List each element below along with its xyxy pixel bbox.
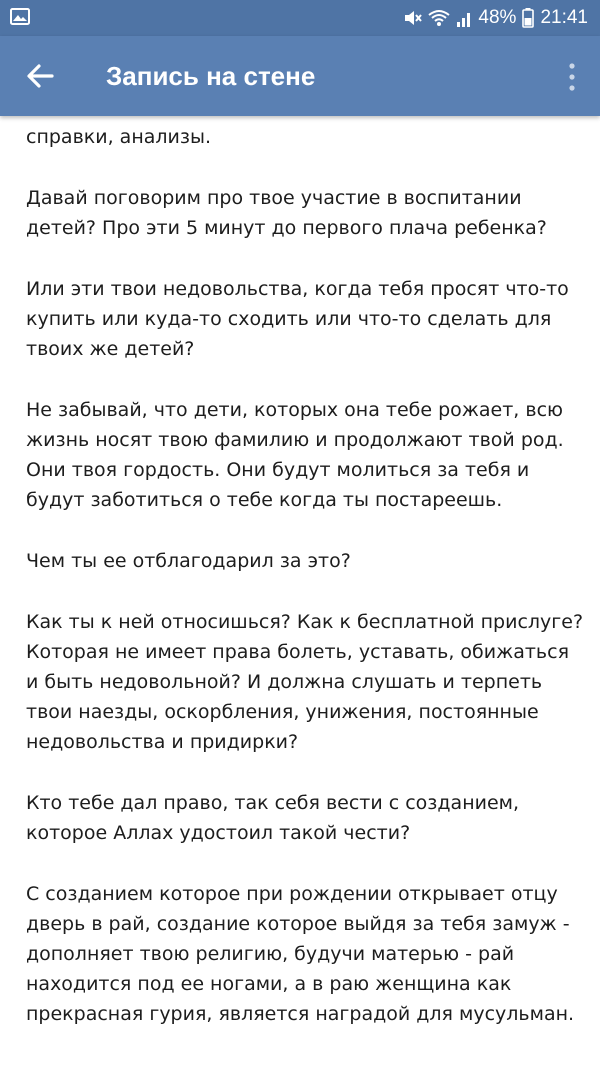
post-paragraph: справки, анализы. (26, 126, 212, 148)
signal-icon (456, 8, 472, 28)
post-paragraph: Чем ты ее отблагодарил за это? (26, 550, 351, 572)
post-paragraph: С созданием которое при рождении открывает отцу дверь в рай, создание которое выйдя за тебя замуж - дополняет твою религию, будучи матерью - рай находится под ее ногами, а в раю женщина как прекрасная гурия, является наградой для мусульман. (26, 883, 575, 1025)
gallery-icon (10, 8, 30, 25)
clock: 21:41 (540, 7, 588, 28)
post-paragraph: Или эти твои недовольства, когда тебя просят что-то купить или куда-то сходить или что-то сделать для твоих же детей? (26, 278, 569, 360)
app-bar (0, 36, 600, 116)
page-title: Запись на стене (106, 61, 316, 91)
battery-percent: 48% (478, 7, 517, 28)
post-paragraph: Не забывай, что дети, которых она тебе рожает, всю жизнь носят твою фамилию и продолжают твой род. Они твоя гордость. Они будут молиться за тебя и будут заботиться о тебе когда ты постареешь. (26, 399, 564, 511)
mute-icon (402, 8, 422, 28)
post-body (26, 116, 586, 1060)
more-vertical-icon[interactable] (566, 62, 578, 92)
battery-icon (522, 8, 534, 28)
post-paragraph: Кто тебе дал право, так себя вести с созданием, которое Аллах удостоил такой чести? (26, 792, 520, 844)
wifi-icon (428, 8, 450, 28)
status-bar (0, 0, 600, 36)
arrow-left-icon[interactable] (22, 60, 58, 92)
status-indicators (402, 6, 588, 30)
post-paragraph: Давай поговорим про твое участие в воспитании детей? Про эти 5 минут до первого плача ребенка? (26, 187, 547, 239)
post-paragraph: Как ты к ней относишься? Как к бесплатной прислуге? Которая не имеет права болеть, уставать, обижаться и быть недовольной? И должна слушать и терпеть твои наезды, оскорбления, унижения, постоянные недовольства и придирки? (26, 611, 584, 753)
